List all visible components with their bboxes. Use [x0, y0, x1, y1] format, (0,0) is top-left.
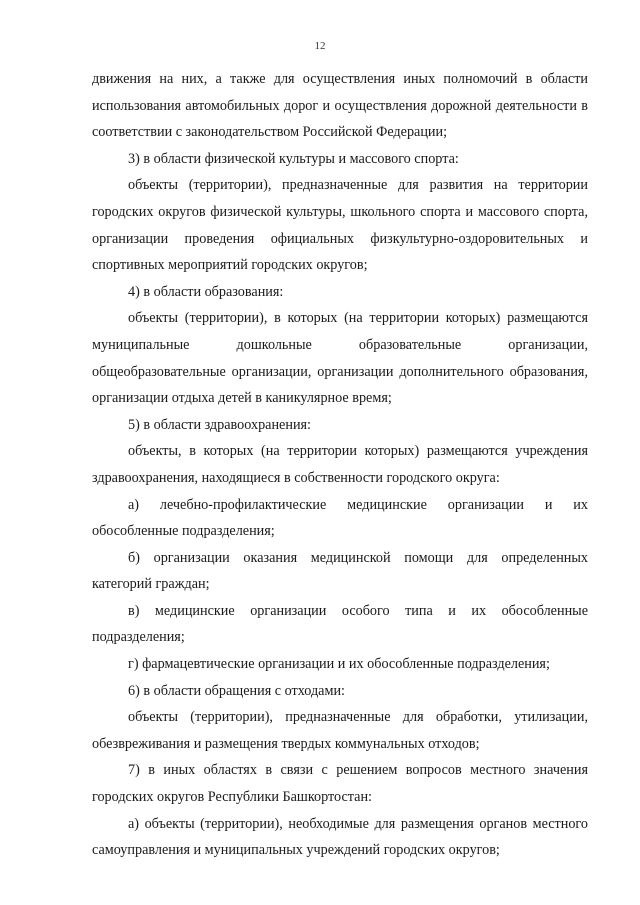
paragraph-education-objects: объекты (территории), в которых (на территории которых) размещаются муниципальные дошкольные образовательные организации, общеобразовательные организации, организации дополнительного образования, организации отдыха детей в каникулярное время; [92, 310, 588, 407]
paragraph-waste-objects: объекты (территории), предназначенные для обработки, утилизации, обезвреживания и размещения твердых коммунальных отходов; [92, 709, 588, 752]
paragraph-health-item-b: б) организации оказания медицинской помощи для определенных категорий граждан; [92, 549, 588, 593]
paragraph-education-heading: 4) в области образования: [128, 283, 284, 300]
paragraph-health-item-c: в) медицинские организации особого типа и их обособленные подразделения; [92, 602, 588, 646]
paragraph-other-item-a: а) объекты (территории), необходимые для размещения органов местного самоуправления и муниципальных учреждений городских округов; [92, 815, 588, 859]
paragraph-waste-heading: 6) в области обращения с отходами: [128, 682, 345, 699]
paragraph-health-item-d: г) фармацевтические организации и их обособленные подразделения; [128, 656, 550, 673]
paragraph-other-heading: 7) в иных областях в связи с решением вопросов местного значения городских округов Республики Башкортостан: [92, 762, 588, 806]
paragraph-sport-objects: объекты (территории), предназначенные для развития на территории городских округов физической культуры, школьного спорта и массового спорта, организации проведения официальных физкультурно-оздоровительных и спортивных мероприятий городских округов; [92, 177, 588, 274]
paragraph-health-objects: объекты, в которых (на территории которых) размещаются учреждения здравоохранения, находящиеся в собственности городского округа: [92, 443, 588, 486]
paragraph-roads-continuation: движения на них, а также для осуществления иных полномочий в области использования автомобильных дорог и осуществления дорожной деятельности в соответствии с законодательством Российской Федерации; [92, 71, 588, 141]
paragraph-health-heading: 5) в области здравоохранения: [128, 416, 312, 433]
document-body [92, 66, 588, 864]
page-number: 12 [314, 40, 326, 52]
paragraph-sport-heading: 3) в области физической культуры и массового спорта: [128, 150, 459, 167]
paragraph-health-item-a: а) лечебно-профилактические медицинские организации и их обособленные подразделения; [92, 496, 588, 540]
